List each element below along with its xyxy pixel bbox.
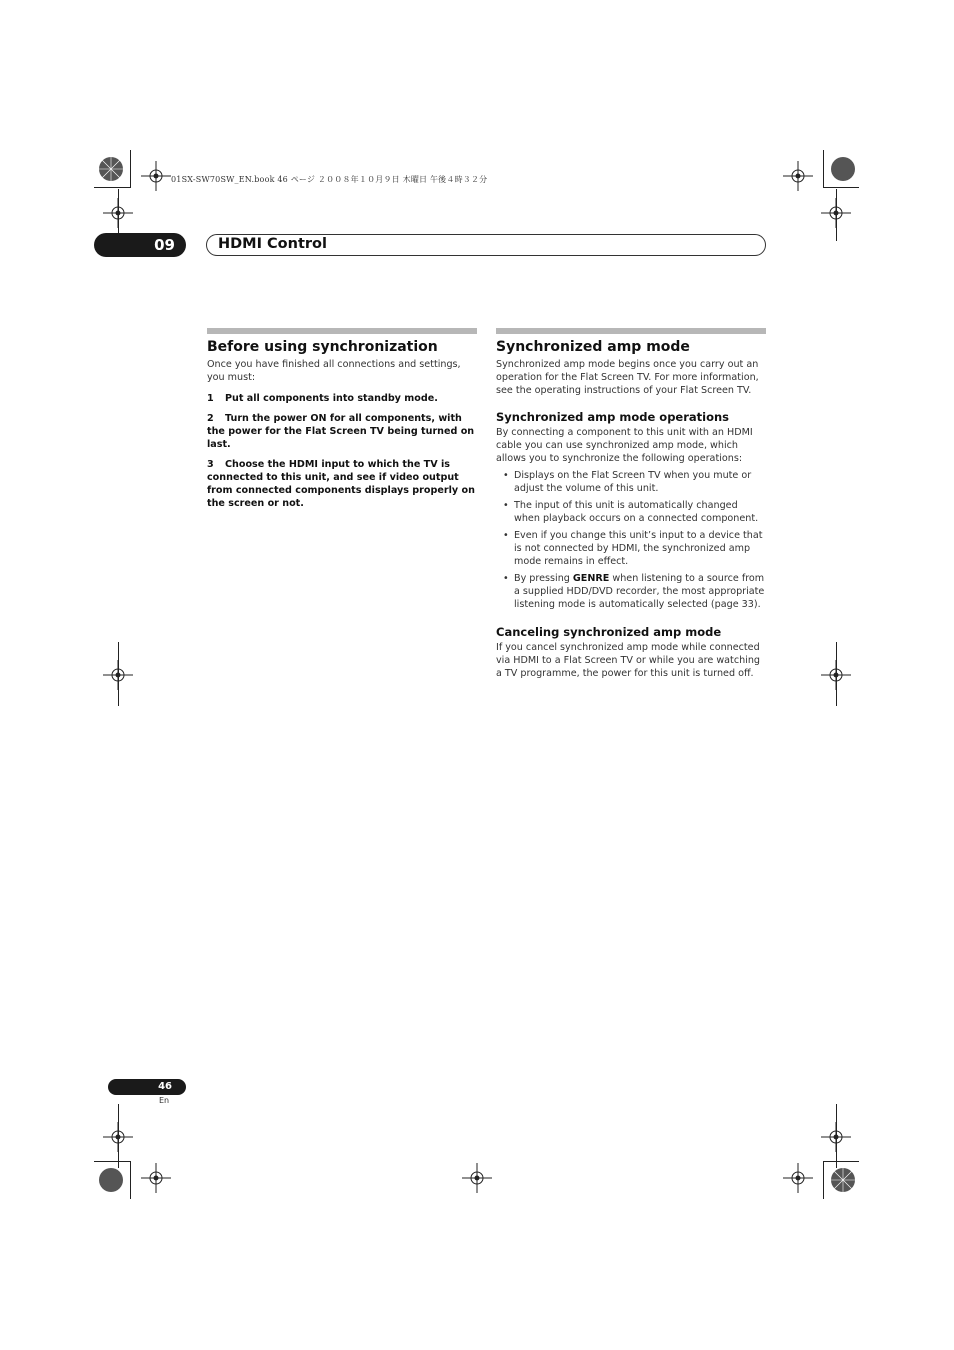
list-item-text: when listening to a source from a supplied HDD/DVD recorder, the most appropriate listening mode is automatically selected (page 33). [514, 573, 765, 610]
file-header: 01SX-SW70SW_EN.book 46 ページ ２００８年１０月９日 木曜日 午後４時３２分 [171, 175, 488, 184]
subsection-intro: By connecting a component to this unit with an HDMI cable you can use synchronized amp mode, which allows you to synchronize the following operations: [496, 427, 753, 464]
chapter-number: 09 [94, 233, 186, 257]
crosshair-icon [141, 1163, 171, 1193]
crop-line [836, 1104, 837, 1168]
list-item: • The input of this unit is automatically changed when playback occurs on a connected component. [496, 499, 766, 525]
crop-line [836, 189, 837, 241]
step-text: Choose the HDMI input to which the TV is connected to this unit, and see if video output from connected components displays properly on the screen or not. [207, 459, 475, 509]
genre-button-label: GENRE [572, 573, 610, 584]
crop-line [823, 150, 824, 188]
crop-line [94, 1161, 130, 1162]
left-column [207, 328, 477, 510]
crop-line [94, 187, 130, 188]
subsection-heading: Canceling synchronized amp mode [496, 625, 722, 639]
registration-circle-icon [98, 1167, 124, 1193]
step-number: 1 [207, 393, 214, 404]
crosshair-icon [462, 1163, 492, 1193]
step-number: 2 [207, 413, 214, 424]
registration-sunburst-icon [98, 156, 124, 182]
crop-line [130, 1161, 131, 1199]
step-list [207, 392, 477, 510]
chapter-title: HDMI Control [218, 236, 327, 252]
section-heading: Before using synchronization [207, 339, 438, 355]
crop-line [836, 642, 837, 706]
list-item: • Displays on the Flat Screen TV when you mute or adjust the volume of this unit. [496, 469, 766, 495]
page-number: 46 [108, 1079, 186, 1095]
crosshair-icon [783, 1163, 813, 1193]
right-column [496, 328, 766, 680]
subsection-heading: Synchronized amp mode operations [496, 410, 730, 424]
step-text: Turn the power ON for all components, with the power for the Flat Screen TV being turned on last. [207, 413, 475, 450]
page-language: En [159, 1096, 170, 1105]
section-intro: Synchronized amp mode begins once you carry out an operation for the Flat Screen TV. For more information, see the operating instructions of your Flat Screen TV. [496, 359, 759, 396]
step-number: 3 [207, 459, 214, 470]
registration-circle-icon [830, 156, 856, 182]
step-item [207, 412, 477, 451]
step-item [207, 392, 477, 405]
step-item [207, 458, 477, 510]
list-item: • Even if you change this unit’s input to a device that is not connected by HDMI, the synchronized amp mode remains in effect. [496, 529, 766, 568]
list-item [496, 572, 766, 611]
crop-line [130, 150, 131, 188]
subsection-text: If you cancel synchronized amp mode while connected via HDMI to a Flat Screen TV or while you are watching a TV programme, the power for this unit is turned off. [496, 642, 761, 679]
crop-line [823, 1161, 859, 1162]
section-heading: Synchronized amp mode [496, 339, 690, 355]
section-rule [207, 328, 477, 334]
registration-sunburst-icon [830, 1167, 856, 1193]
operations-list [496, 469, 766, 611]
crop-line [823, 187, 859, 188]
section-intro: Once you have finished all connections and settings, you must: [207, 359, 461, 383]
crosshair-icon [141, 161, 171, 191]
step-text: Put all components into standby mode. [225, 393, 438, 404]
crop-line [118, 1104, 119, 1168]
crop-line [823, 1161, 824, 1199]
crosshair-icon [783, 161, 813, 191]
crop-line [118, 642, 119, 706]
section-rule [496, 328, 766, 334]
list-item-text: By pressing [514, 573, 573, 584]
